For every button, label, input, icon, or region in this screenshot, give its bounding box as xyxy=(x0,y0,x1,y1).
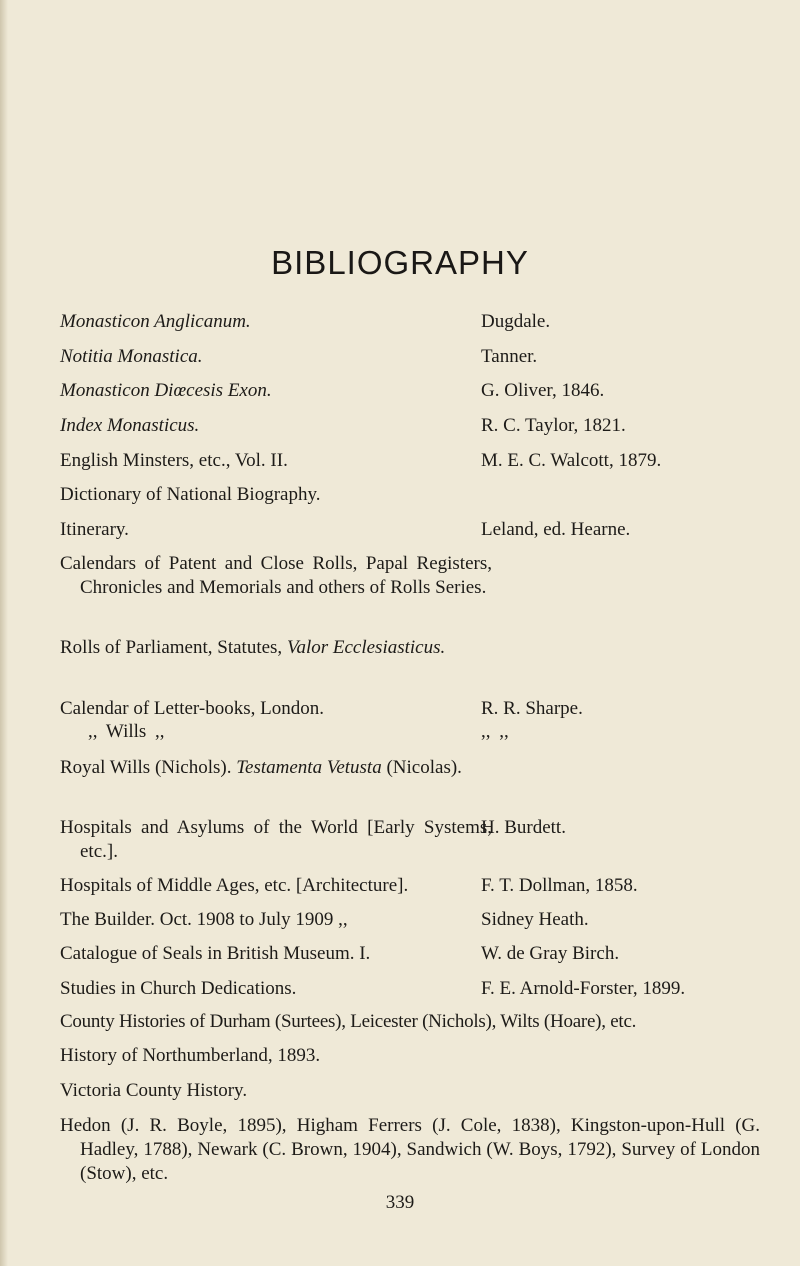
entry-wide: County Histories of Durham (Surtees), Leicester (Nichols), Wilts (Hoare), etc. xyxy=(60,1011,637,1032)
page-title: BIBLIOGRAPHY xyxy=(271,244,529,281)
entry-author: G. Oliver, 1846. xyxy=(481,380,605,401)
entry-left: Monasticon Anglicanum. xyxy=(60,311,251,332)
page-edge-shadow xyxy=(0,0,8,1266)
entry-author: W. de Gray Birch. xyxy=(481,943,620,964)
page-number: 339 xyxy=(385,1192,415,1213)
entry-left: Hospitals of Middle Ages, etc. [Architecture]. xyxy=(60,875,409,896)
entry-left: ,, Wills ,, xyxy=(88,721,165,742)
entry-author: Leland, ed. Hearne. xyxy=(481,519,631,540)
entry-left: Hospitals and Asylums of the World [Early Systems, etc.]. xyxy=(60,817,492,862)
entry-author: F. E. Arnold-Forster, 1899. xyxy=(481,978,686,999)
entry-author: F. T. Dollman, 1858. xyxy=(481,875,638,896)
entry-left: Notitia Monastica. xyxy=(60,346,203,367)
entry-left-roman-after: (Nicolas). xyxy=(386,757,462,778)
entry-left: The Builder. Oct. 1908 to July 1909 ,, xyxy=(60,909,348,930)
entry-author: R. R. Sharpe. xyxy=(481,698,583,719)
entry-left-roman: Royal Wills (Nichols). xyxy=(60,757,232,778)
entry-left: Monasticon Diœcesis Exon. xyxy=(60,380,272,401)
entry-left xyxy=(60,636,492,660)
entry-left-italic: Valor Ecclesiasticus. xyxy=(286,637,446,658)
entry-left: Studies in Church Dedications. xyxy=(60,978,297,999)
entry-left-italic: Testamenta Vetusta xyxy=(236,757,382,778)
entry-author: M. E. C. Walcott, 1879. xyxy=(481,450,662,471)
entry-left: English Minsters, etc., Vol. II. xyxy=(60,450,288,471)
entry-wide: Victoria County History. xyxy=(60,1080,248,1101)
entry-left: Dictionary of National Biography. xyxy=(60,484,321,505)
entry-left: Itinerary. xyxy=(60,519,129,540)
entry-author: Sidney Heath. xyxy=(481,909,589,930)
entry-author: Tanner. xyxy=(481,346,538,367)
entry-wide: History of Northumberland, 1893. xyxy=(60,1045,321,1066)
entry-wide: Hedon (J. R. Boyle, 1895), Higham Ferrers (J. Cole, 1838), Kingston-upon-Hull (G. Hadley, 1788), Newark (C. Brown, 1904), Sandwich (W. Boys, 1792), Survey of London (Stow), etc. xyxy=(60,1115,760,1184)
entry-left: Calendar of Letter-books, London. xyxy=(60,698,324,719)
entry-author: H. Burdett. xyxy=(481,817,566,838)
entry-left: Index Monasticus. xyxy=(60,415,200,436)
entry-left xyxy=(60,756,492,780)
entry-author: R. C. Taylor, 1821. xyxy=(481,415,626,436)
entry-left-roman: Rolls of Parliament, Statutes, xyxy=(60,637,283,658)
entry-author: Dugdale. xyxy=(481,311,551,332)
entry-left: Catalogue of Seals in British Museum. I. xyxy=(60,943,371,964)
entry-author: ,, ,, xyxy=(481,721,509,742)
entry-left: Calendars of Patent and Close Rolls, Papal Registers, Chronicles and Memorials and others of Rolls Series. xyxy=(60,553,492,598)
